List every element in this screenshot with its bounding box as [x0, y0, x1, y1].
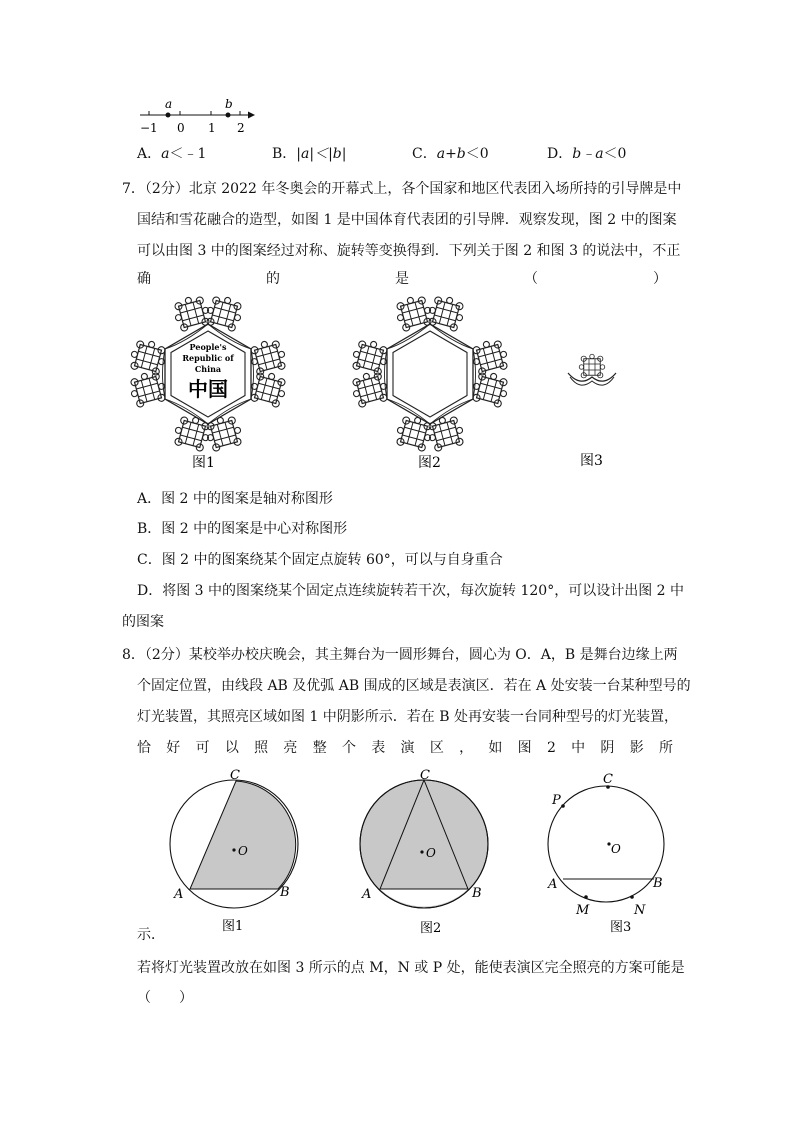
svg-text:China: China — [194, 364, 222, 374]
svg-text:B: B — [472, 886, 482, 901]
q7-line4: 确 的 是 （ ） — [137, 271, 667, 287]
svg-text:O: O — [611, 842, 621, 856]
q8-line3: 灯光装置，其照亮区域如图 1 中阴影所示．若在 B 处再安装一台同种型号的灯光装置， — [137, 709, 678, 725]
tick-label: 1 — [208, 121, 216, 135]
svg-text:People's: People's — [189, 342, 227, 352]
option-b: B．|a|＜|b| — [272, 146, 347, 162]
svg-text:O: O — [238, 844, 248, 858]
q8-line1: 8．（2分）某校举办校庆晚会，其主舞台为一圆形舞台，圆心为 O．A，B 是舞台边缘上两 — [122, 647, 678, 663]
svg-text:M: M — [576, 903, 590, 918]
figure-1-caption: 图1 — [192, 455, 215, 471]
tick-label: 0 — [177, 121, 185, 135]
number-line — [136, 96, 256, 138]
tick-label: −1 — [140, 121, 158, 135]
q7-option-d-cont: 的图案 — [122, 614, 164, 630]
q7-option-b: B．图 2 中的图案是中心对称图形 — [137, 521, 348, 537]
point-a-label: a — [165, 97, 173, 111]
svg-text:N: N — [634, 903, 646, 918]
svg-text:A: A — [362, 887, 372, 902]
q7-option-d: D．将图 3 中的图案绕某个固定点连续旋转若干次，每次旋转 120°，可以设计出图 2 中 — [137, 583, 685, 599]
svg-text:C: C — [230, 768, 240, 783]
svg-text:B: B — [653, 876, 663, 891]
q8-line5: 示． — [137, 927, 165, 943]
q8-answer-blank: （ ） — [137, 990, 193, 1006]
q8-figure-3-caption: 图3 — [610, 920, 632, 935]
q7-line1: 7．（2分）北京 2022 年冬奥会的开幕式上，各个国家和地区代表团入场所持的引导牌是中 — [122, 181, 682, 197]
figure-1-sign — [130, 295, 289, 452]
figure-3-caption: 图3 — [580, 453, 603, 469]
q8-figure-1-caption: 图1 — [222, 919, 244, 934]
q8-line4: 恰 好 可 以 照 亮 整 个 表 演 区 ， 如 图 2 中 阴 影 所 — [137, 740, 673, 756]
svg-text:Republic of: Republic of — [182, 353, 234, 363]
svg-text:B: B — [280, 885, 290, 900]
q8-line2: 个固定位置，由线段 AB 及优弧 AB 围成的区域是表演区．若在 A 处安装一台某种型号的 — [137, 678, 691, 694]
figure-3-motif — [568, 354, 616, 385]
q7-line2: 国结和雪花融合的造型，如图 1 是中国体育代表团的引导牌．观察发现，图 2 中的图案 — [137, 212, 677, 228]
tick-label: 2 — [237, 121, 245, 135]
svg-text:A: A — [548, 877, 558, 892]
q7-figures — [130, 295, 650, 475]
svg-text:O: O — [426, 846, 436, 860]
q7-option-a: A．图 2 中的图案是轴对称图形 — [137, 491, 333, 507]
figure-2-caption: 图2 — [418, 455, 441, 471]
svg-text:A: A — [174, 887, 184, 902]
point-b-label: b — [225, 97, 233, 111]
q7-option-c: C．图 2 中的图案绕某个固定点旋转 60°，可以与自身重合 — [137, 552, 503, 568]
svg-text:C: C — [420, 768, 430, 783]
option-a: A．a＜﹣1 — [137, 146, 207, 162]
svg-text:C: C — [603, 772, 613, 787]
q7-line3: 可以由图 3 中的图案经过对称、旋转等变换得到．下列关于图 2 和图 3 的说法中，不正 — [137, 243, 681, 259]
svg-text:P: P — [552, 793, 561, 808]
option-c: C．a+b＜0 — [412, 146, 489, 162]
figure-2-pattern — [349, 295, 511, 452]
q8-figure-1 — [170, 768, 298, 934]
q8-line6: 若将灯光装置改放在如图 3 所示的点 M，N 或 P 处，能使表演区完全照亮的方案可能是 — [137, 960, 685, 976]
q8-figures — [160, 768, 680, 938]
svg-text:中国: 中国 — [188, 377, 228, 401]
option-d: D．b﹣a＜0 — [547, 146, 627, 162]
q8-figure-3 — [547, 772, 664, 935]
q8-figure-2-caption: 图2 — [420, 921, 442, 936]
q8-figure-2 — [360, 768, 488, 936]
